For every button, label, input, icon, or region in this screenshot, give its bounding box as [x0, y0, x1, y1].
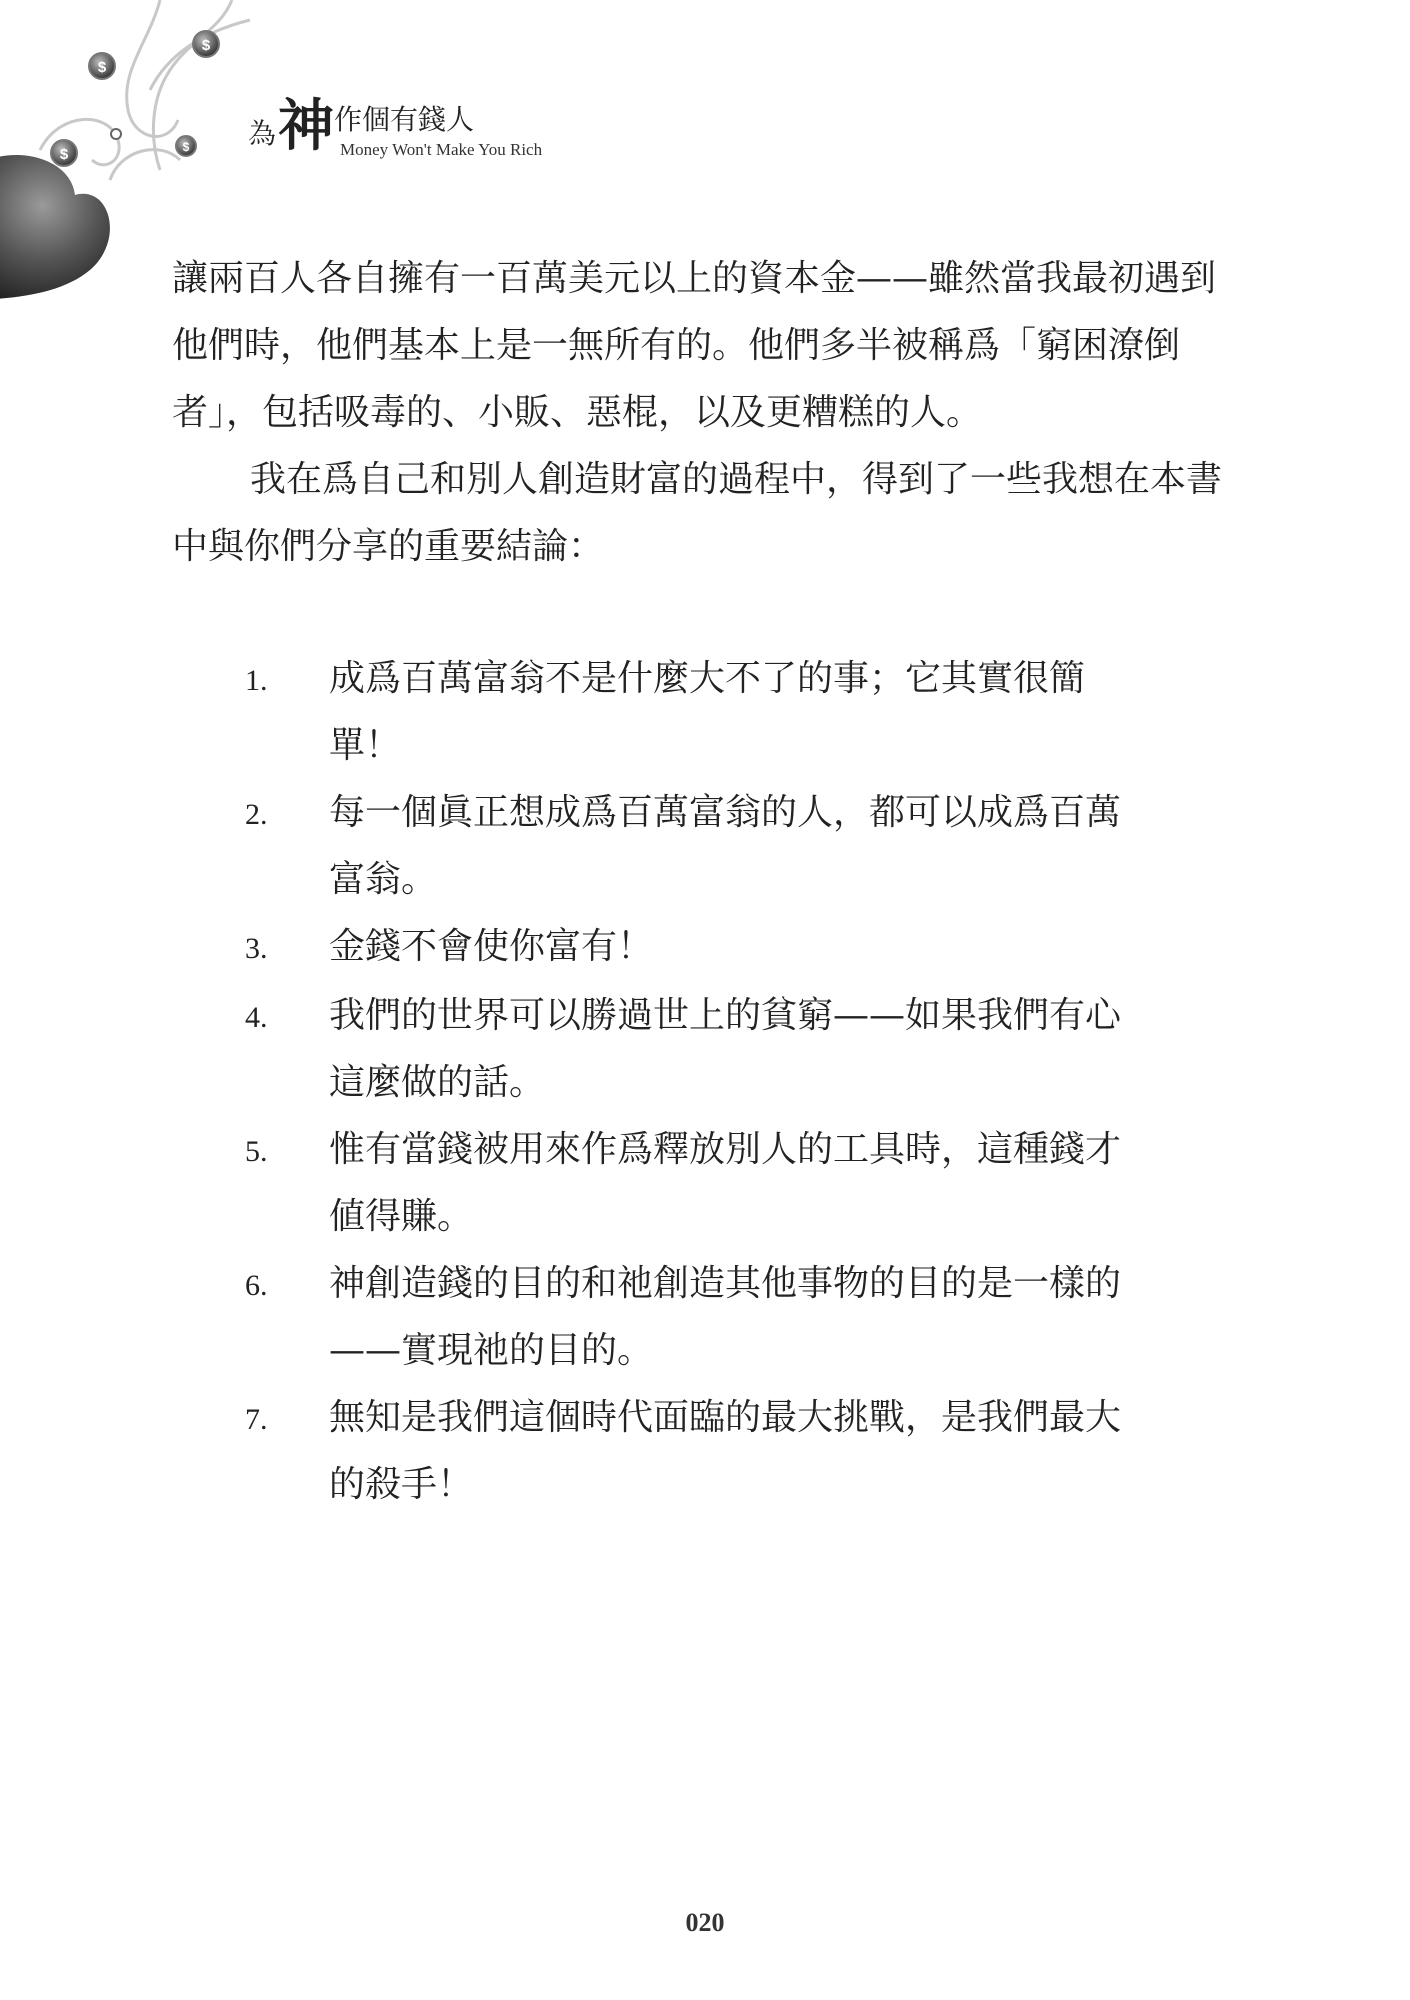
list-item	[245, 779, 1145, 913]
list-item-text: 每一個眞正想成爲百萬富翁的人，都可以成爲百萬富翁。	[329, 792, 1122, 900]
list-item	[245, 645, 1145, 779]
list-item-text: 金錢不會使你富有！	[329, 926, 654, 967]
list-item-text: 神創造錢的目的和祂創造其他事物的目的是一樣的——實現祂的目的。	[329, 1263, 1122, 1371]
list-item-text: 無知是我們這個時代面臨的最大挑戰，是我們最大的殺手！	[329, 1397, 1122, 1505]
list-item	[245, 1384, 1145, 1518]
book-title-prefix: 為	[248, 117, 277, 150]
coin-symbol: $	[59, 146, 69, 163]
coin-icon	[89, 53, 115, 79]
intro-paragraph: 讓兩百人各自擁有一百萬美元以上的資本金——雖然當我最初遇到他們時，他們基本上是一無所有的。他們多半被稱爲「窮困潦倒者」，包括吸毒的、小販、惡棍，以及更糟糕的人。	[172, 258, 1217, 433]
list-item-text: 成爲百萬富翁不是什麼大不了的事；它其實很簡單！	[329, 658, 1086, 766]
heart-icon	[0, 155, 110, 300]
conclusions-list	[245, 645, 1145, 1518]
list-item	[245, 1250, 1145, 1384]
coin-icon	[51, 140, 77, 166]
list-item-number: 4.	[245, 1001, 268, 1034]
list-item-number: 2.	[245, 798, 268, 831]
list-item-number: 7.	[245, 1403, 268, 1436]
intro-paragraph: 我在爲自己和別人創造財富的過程中，得到了一些我想在本書中與你們分享的重要結論：	[172, 459, 1223, 567]
book-title-suffix: 作個有錢人	[334, 103, 475, 136]
coin-icon	[176, 136, 196, 156]
list-item-number: 3.	[245, 932, 268, 965]
running-header	[248, 93, 543, 159]
list-item	[245, 913, 1145, 982]
list-item	[245, 982, 1145, 1116]
small-ring-icon	[111, 129, 121, 139]
coin-icon	[193, 31, 219, 57]
list-item-text: 惟有當錢被用來作爲釋放別人的工具時，這種錢才値得賺。	[329, 1129, 1122, 1237]
list-item-number: 6.	[245, 1269, 268, 1302]
list-item-text: 我們的世界可以勝過世上的貧窮——如果我們有心這麼做的話。	[329, 995, 1122, 1103]
list-item	[245, 1116, 1145, 1250]
coin-symbol: $	[182, 140, 190, 154]
book-subtitle: Money Won't Make You Rich	[340, 140, 543, 159]
coin-symbol: $	[201, 37, 211, 54]
book-title-emphasis: 神	[278, 93, 333, 159]
intro-text	[172, 245, 1232, 580]
list-item-number: 1.	[245, 664, 268, 697]
coin-symbol: $	[97, 59, 107, 76]
page-number: 020	[685, 1908, 725, 1937]
list-item-number: 5.	[245, 1135, 268, 1168]
